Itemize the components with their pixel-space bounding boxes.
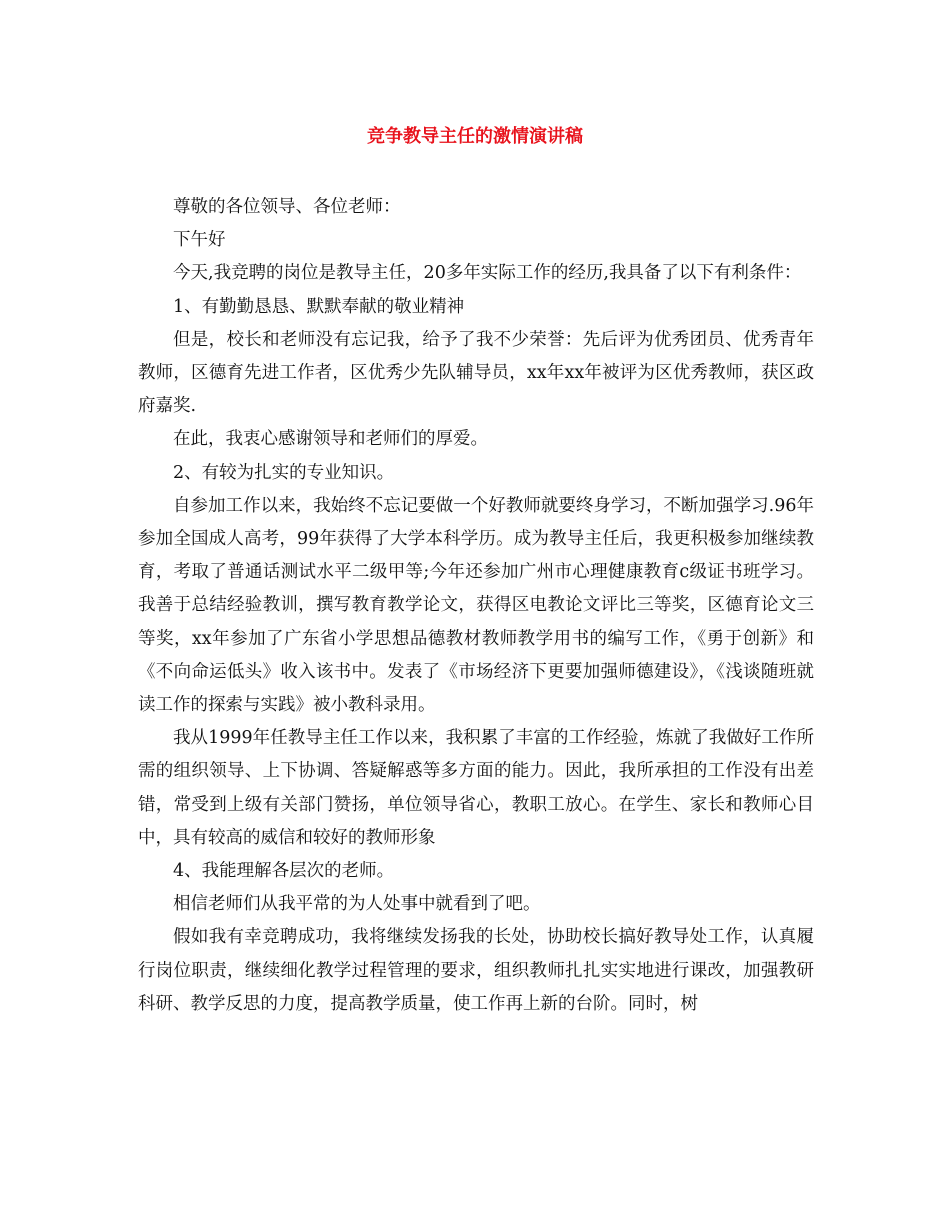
paragraph-greeting: 下午好 (173, 230, 226, 251)
paragraph-honors: 但是，校长和老师没有忘记我，给予了我不少荣誉：先后评为优秀团员、优秀青年教师，区德育先进工作者，区优秀少先队辅导员，xx年xx年被评为区优秀教师，获区政府嘉奖. (138, 329, 814, 417)
paragraph-trust: 相信老师们从我平常的为人处事中就看到了吧。 (173, 894, 541, 915)
paragraph-thanks: 在此，我衷心感谢领导和老师们的厚爱。 (173, 429, 488, 450)
paragraph-study: 自参加工作以来，我始终不忘记要做一个好教师就要终身学习，不断加强学习.96年参加全国成人高考，99年获得了大学本科学历。成为教导主任后，我更积极参加继续教育，考取了普通话测试水平二级甲等;今年还参加广州市心理健康教育c级证书班学习。我善于总结经验教训，撰写教育教学论文，获得区电教论文评比三等奖，区德育论文三等奖，xx年参加了广东省小学思想品德教材教师教学用书的编写工作，《勇于创新》和《不向命运低头》收入该书中。发表了《市场经济下更要加强师德建设》，《浅谈随班就读工作的探索与实践》被小教科录用。 (138, 495, 814, 716)
paragraph-point-2: 2、有较为扎实的专业知识。 (173, 462, 395, 483)
paragraph-plans: 假如我有幸竞聘成功，我将继续发扬我的长处，协助校长搞好教导处工作，认真履行岗位职责，继续细化教学过程管理的要求，组织教师扎扎实实地进行课改，加强教研科研、教学反思的力度，提高教学质量，使工作再上新的台阶。同时，树 (138, 927, 814, 1014)
document-title: 竞争教导主任的激情演讲稿 (367, 126, 583, 147)
paragraph-intro: 今天,我竞聘的岗位是教导主任，20多年实际工作的经历,我具备了以下有利条件： (173, 263, 802, 284)
paragraph-point-4: 4、我能理解各层次的老师。 (173, 861, 395, 882)
paragraph-salutation: 尊敬的各位领导、各位老师： (173, 197, 401, 217)
paragraph-point-1: 1、有勤勤恳恳、默默奉献的敬业精神 (173, 296, 465, 317)
document-body (138, 191, 814, 1021)
paragraph-experience: 我从1999年任教导主任工作以来，我积累了丰富的工作经验，炼就了我做好工作所需的组织领导、上下协调、答疑解惑等多方面的能力。因此，我所承担的工作没有出差错，常受到上级有关部门赞扬，单位领导省心，教职工放心。在学生、家长和教师心目中，具有较高的威信和较好的教师形象 (138, 728, 814, 848)
